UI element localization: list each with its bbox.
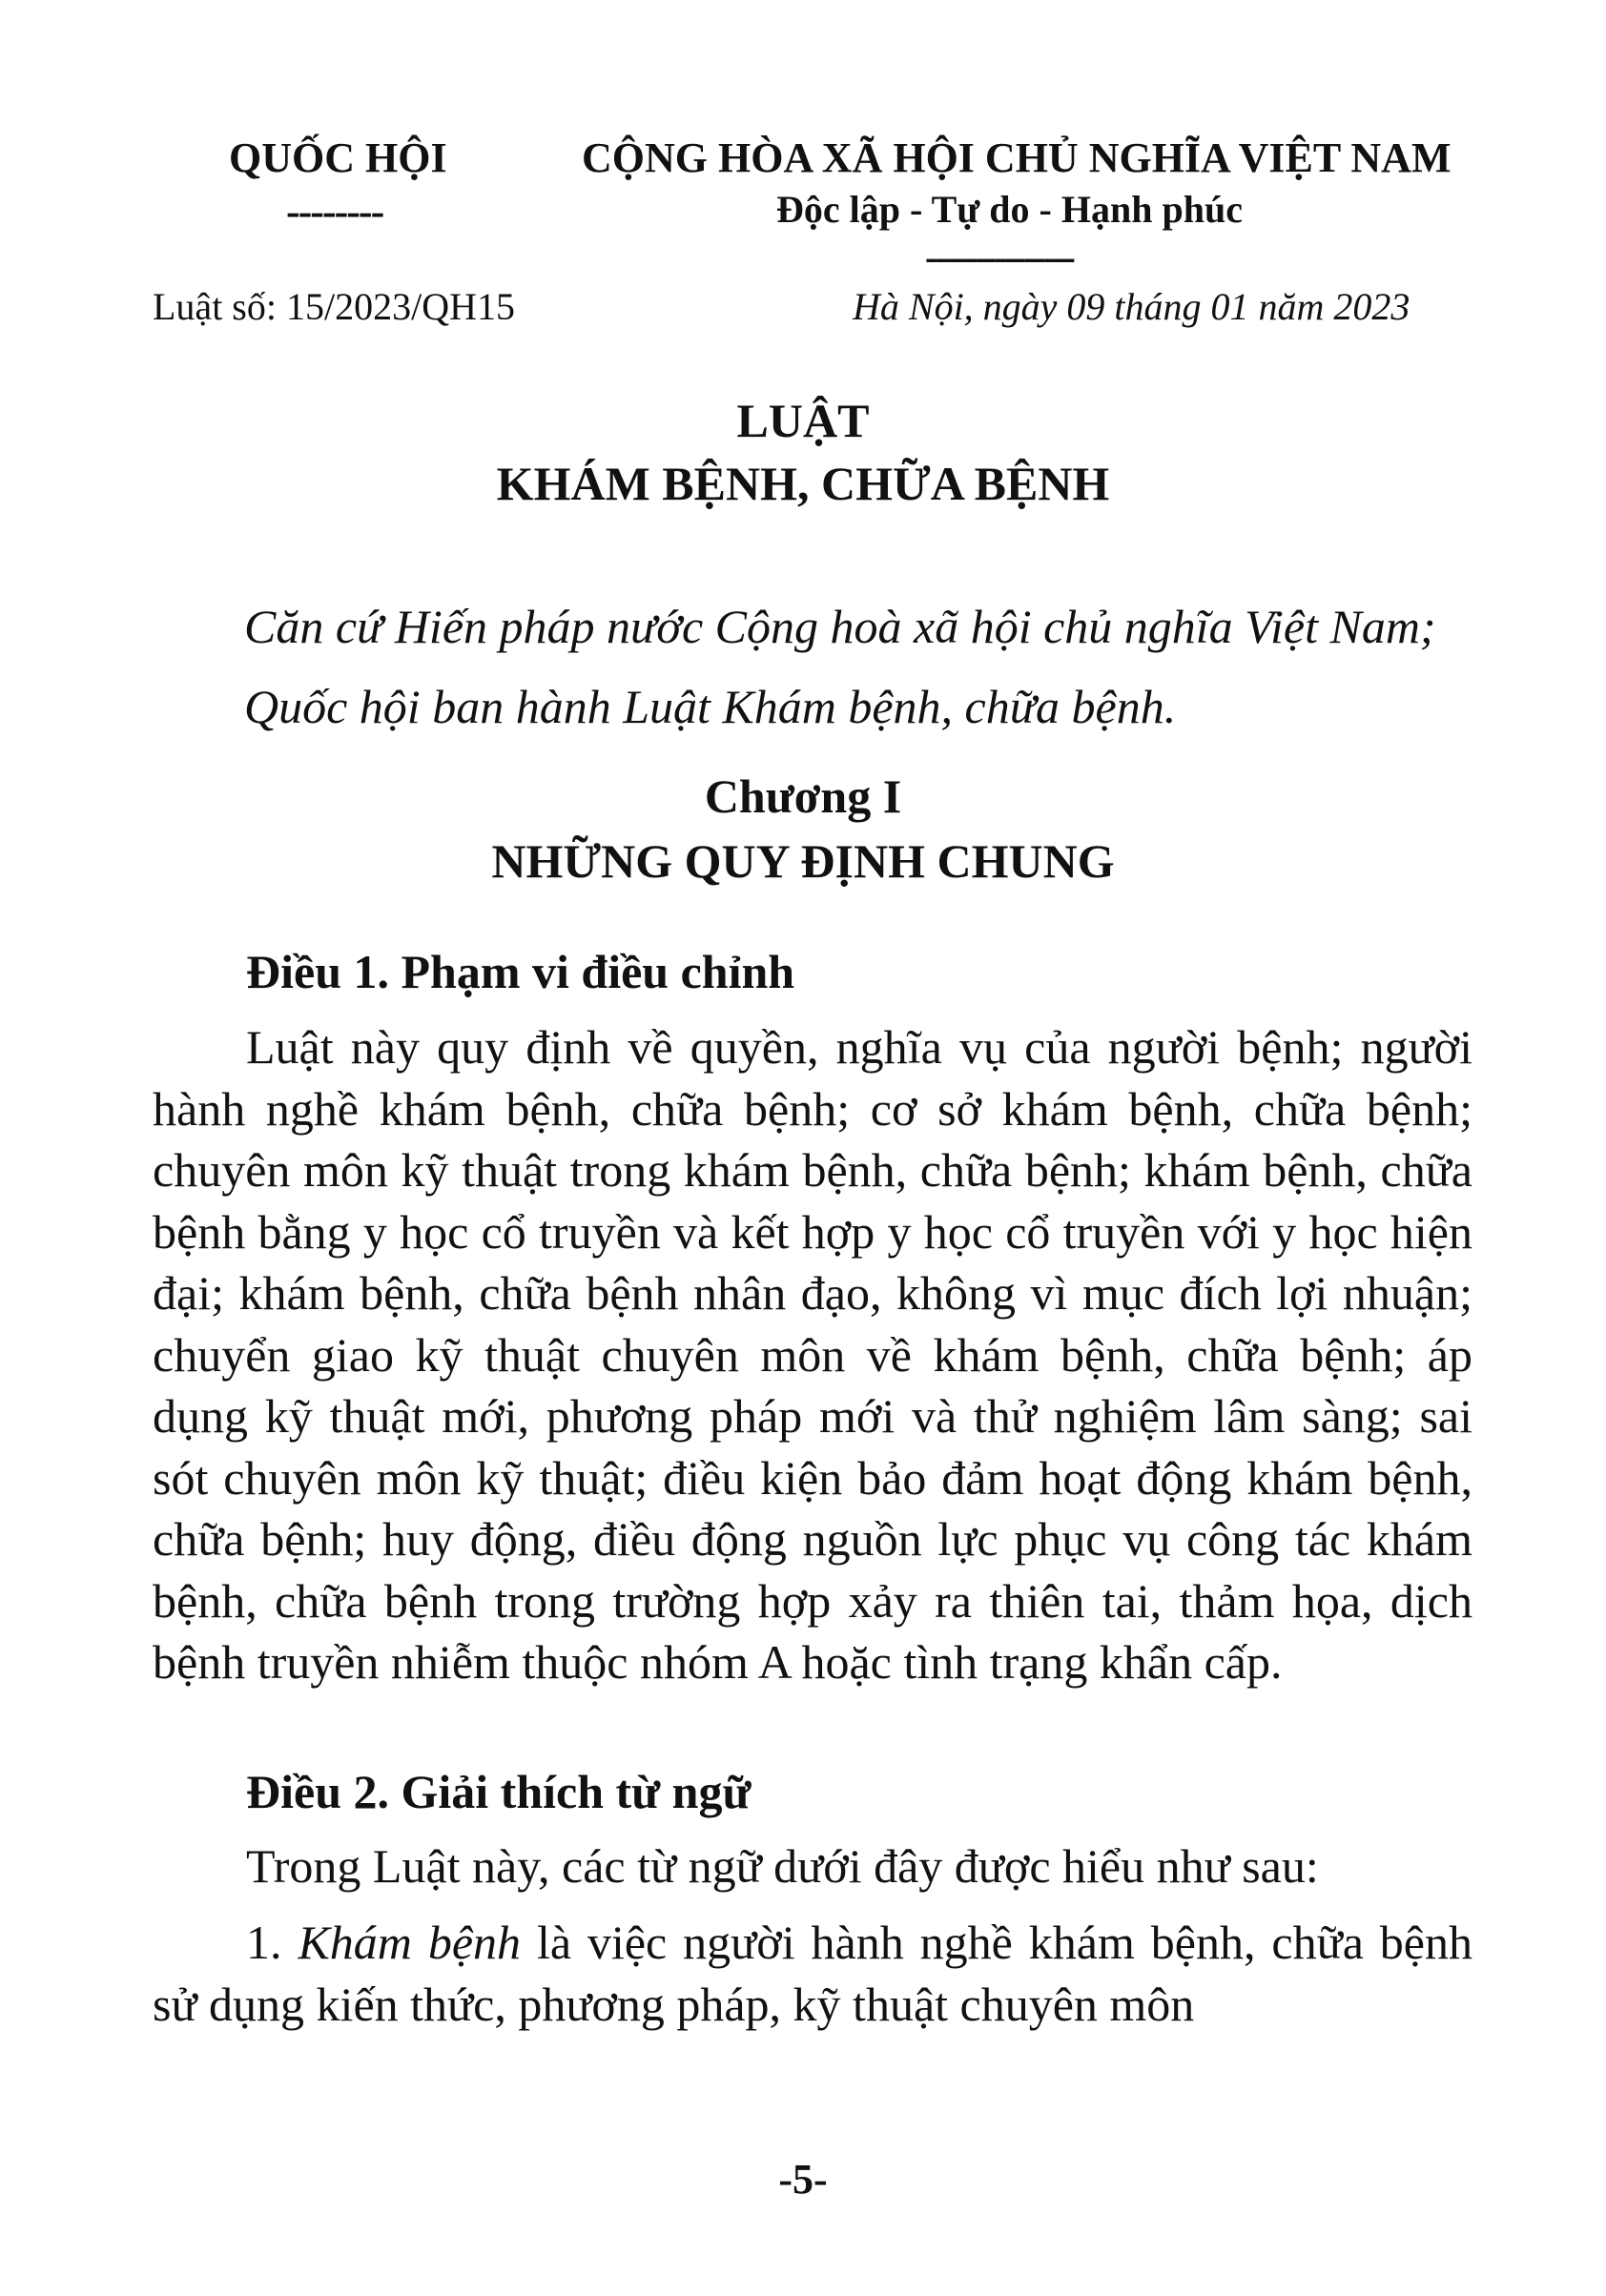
item-definition: là việc người hành nghề khám bệnh, chữa bệnh sử dụng kiến thức, phương pháp, kỹ thuật chuyên môn: [153, 1916, 1473, 2031]
motto-divider: ---------------: [925, 236, 1073, 278]
page-number: -5-: [778, 2156, 828, 2203]
national-title: CỘNG HÒA XÃ HỘI CHỦ NGHĨA VIỆT NAM: [582, 134, 1452, 181]
item-term: Khám bệnh: [298, 1916, 522, 1969]
document-subtitle: KHÁM BỆNH, CHỮA BỆNH: [496, 457, 1110, 510]
issuing-body-divider: --------: [286, 188, 383, 235]
issuing-body: QUỐC HỘI: [229, 134, 447, 181]
chapter-label: Chương I: [704, 769, 902, 823]
article-1-heading: Điều 1. Phạm vi điều chỉnh: [246, 945, 795, 998]
law-number: Luật số: 15/2023/QH15: [153, 285, 515, 328]
issue-date: Hà Nội, ngày 09 tháng 01 năm 2023: [853, 285, 1410, 328]
document-title: LUẬT: [736, 394, 870, 447]
national-motto: Độc lập - Tự do - Hạnh phúc: [776, 188, 1243, 231]
chapter-title: NHỮNG QUY ĐỊNH CHUNG: [491, 834, 1115, 888]
article-2-intro: Trong Luật này, các từ ngữ dưới đây được hiểu như sau:: [246, 1839, 1319, 1893]
article-2-item-1: [153, 1912, 1472, 2035]
legal-basis-line: Căn cứ Hiến pháp nước Cộng hoà xã hội chủ nghĩa Việt Nam;: [244, 600, 1436, 653]
article-1-body: Luật này quy định về quyền, nghĩa vụ của người bệnh; người hành nghề khám bệnh, chữa bệnh; cơ sở khám bệnh, chữa bệnh; chuyên môn kỹ thuật trong khám bệnh, chữa bệnh; khám bệnh, chữa bệnh bằng y học cổ truyền và kết hợp y học cổ truyền với y học hiện đại; khám bệnh, chữa bệnh nhân đạo, không vì mục đích lợi nhuận; chuyển giao kỹ thuật chuyên môn về khám bệnh, chữa bệnh; áp dụng kỹ thuật mới, phương pháp mới và thử nghiệm lâm sàng; sai sót chuyên môn kỹ thuật; điều kiện bảo đảm hoạt động khám bệnh, chữa bệnh; huy động, điều động nguồn lực phục vụ công tác khám bệnh, chữa bệnh trong trường hợp xảy ra thiên tai, thảm họa, dịch bệnh truyền nhiễm thuộc nhóm A hoặc tình trạng khẩn cấp.: [153, 1020, 1472, 1689]
article-2-heading: Điều 2. Giải thích từ ngữ: [246, 1765, 752, 1818]
enactment-line: Quốc hội ban hành Luật Khám bệnh, chữa bệnh.: [244, 680, 1177, 733]
item-number: 1.: [246, 1916, 282, 1969]
